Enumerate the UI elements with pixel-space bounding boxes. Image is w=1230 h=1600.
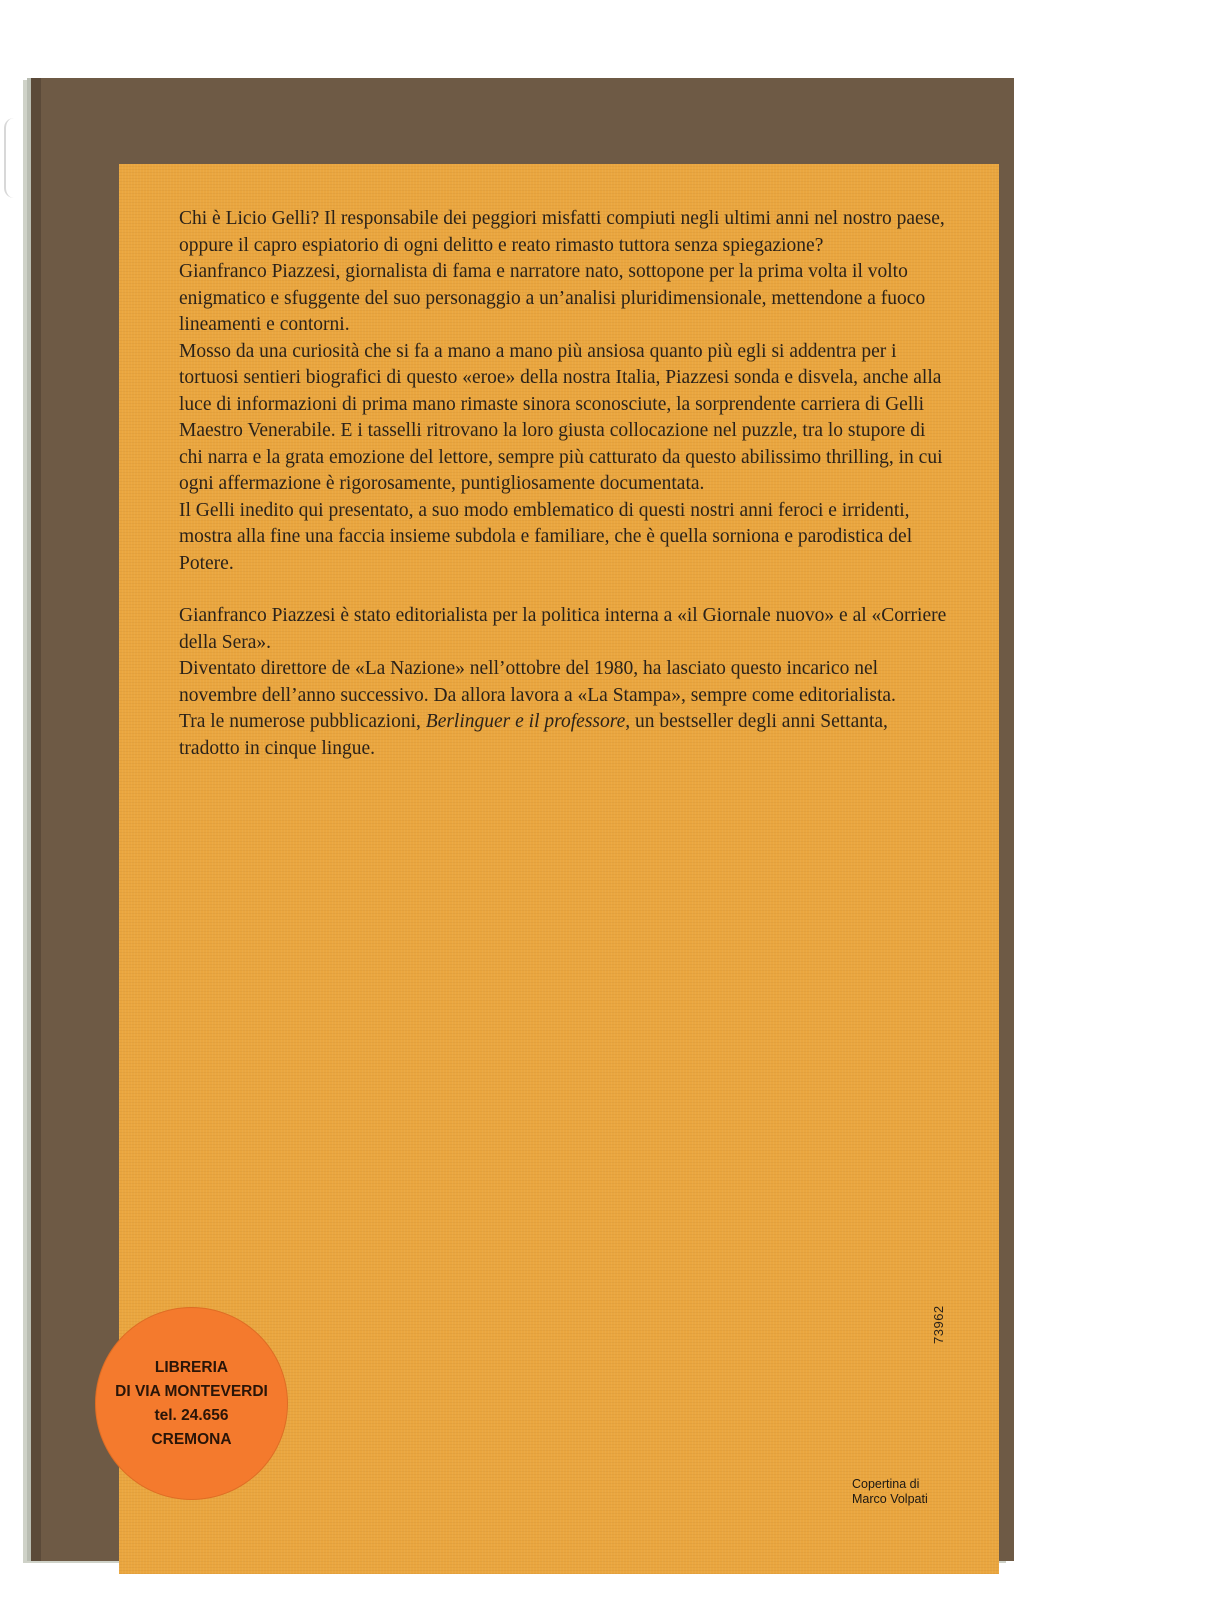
bio-text-after-title: , un bestseller degli anni Settanta, tradotto in cinque lingue. [179, 711, 888, 759]
blurb-paragraph-1: Chi è Licio Gelli? Il responsabile dei peggiori misfatti compiuti negli ultimi anni nel nostro paese, oppure il capro espiatorio di ogni delitto e reato rimasto tuttora senza spiegazione? [179, 208, 945, 256]
author-bio-paragraph-1: Gianfranco Piazzesi è stato editorialista per la politica interna a «il Giornale nuovo» e al «Corriere della Sera». [179, 605, 947, 653]
cover-credit-line-2: Marco Volpati [852, 1492, 928, 1506]
author-bio-paragraph-3 [179, 709, 949, 762]
cover-credit-line-1: Copertina di [852, 1477, 920, 1491]
sticker-line-1: LIBRERIA [154, 1358, 229, 1376]
page-edge-fragment [4, 118, 20, 198]
sticker-line-3: tel. 24.656 [154, 1406, 229, 1424]
blurb-paragraph-3: Mosso da una curiosità che si fa a mano a mano più ansiosa quanto più egli si addentra per i tortuosi sentieri biografici di questo «eroe» della nostra Italia, Piazzesi sonda e disvela, anche alla luce di informazioni di prima mano rimaste sinora sconosciute, la sorprendente carriera di Gelli Maestro Venerabile. E i tasselli ritrovano la loro giusta collocazione nel puzzle, tra lo stupore di chi narra e la grata emozione del lettore, sempre più catturato da questo abilissimo thrilling, in cui ogni affermazione è rigorosamente, puntigliosamente documentata. [179, 340, 943, 494]
sticker-line-2: DI VIA MONTEVERDI [115, 1382, 268, 1400]
blurb-paragraph-4: Il Gelli inedito qui presentato, a suo modo emblematico di questi nostri anni feroci e irridenti, mostra alla fine una faccia insieme subdola e familiare, che è quella sorniona e parodistica del Potere. [179, 499, 913, 574]
bio-text-before-title: Tra le numerose pubblicazioni, [179, 711, 426, 732]
sticker-line-4: CREMONA [151, 1430, 232, 1448]
bookshop-sticker [95, 1307, 288, 1500]
back-cover-text [179, 206, 949, 762]
book-title-italic: Berlinguer e il professore [425, 711, 626, 732]
catalog-code: 73962 [931, 1305, 946, 1344]
cover-edge-shade [31, 78, 41, 1561]
blurb-paragraph-2: Gianfranco Piazzesi, giornalista di fama e narratore nato, sottopone per la prima volta il volto enigmatico e sfuggente del suo personaggio a un’analisi pluridimensionale, mettendone a fuoco lineamenti e contorni. [179, 261, 926, 335]
author-bio-paragraph-2: Diventato direttore de «La Nazione» nell’ottobre del 1980, ha lasciato questo incarico nel novembre dell’anno successivo. Da allora lavora a «La Stampa», sempre come editorialista. [179, 658, 896, 706]
cover-credit [852, 1477, 962, 1507]
